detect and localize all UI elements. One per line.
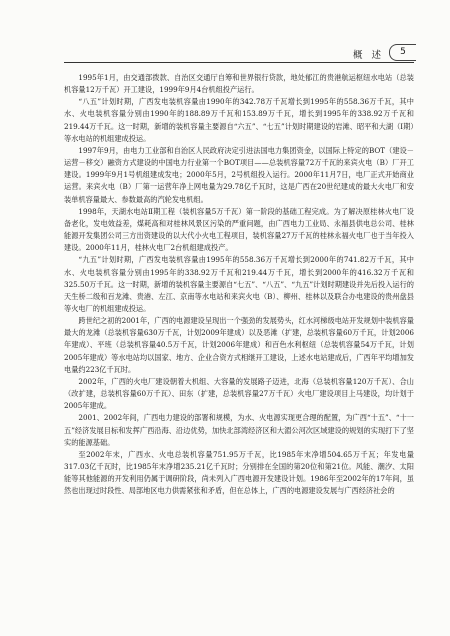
paragraph: 2002年，广西的火电厂建设朝着大机组、大容量的发展路子迈进，北海（总装机容量120万千瓦）、合山（改扩建，总装机容量60万千瓦）、田东（扩建，总装机容量27万千瓦）火电厂建设项目上马建设，均计划于2005年建成。 <box>64 376 414 411</box>
page-number-tab: 5 <box>389 44 416 61</box>
paragraph: 2001、2002年间，广西电力建设的部署和规模，为水、火电源实现更合理的配置，为广西“十五”、“十一五”经济发展目标和发挥广西沿海、沿边优势，加快北部湾经济区和大湄公河次区域建设的规划的实现打下了坚实的能源基础。 <box>64 413 414 447</box>
header-rule <box>64 62 414 63</box>
running-head: 概 述 <box>352 50 384 61</box>
paragraph: 1997年9月，由电力工业部和自治区人民政府决定引进法国电力集团资金，以国际上特定的BOT（建设－运营－移交）融资方式建设的中国电力行业第一个BOT项目——总装机容量72万千瓦的来宾火电（B）厂开工建设。1999年9月1号机组建成发电；2000年5月，2号机组投入运行。2000年11月7日，电厂正式开始商业运营。来宾火电（B）厂第一运营年净上网电量为29.78亿千瓦时，这是广西在20世纪建成的最大火电厂和安装单机容量最大、参数最高的汽轮发电机组。 <box>64 145 414 204</box>
body-text <box>64 72 414 497</box>
page-header <box>0 0 450 64</box>
paragraph: 1995年1月，由交通部拨款、自治区交通厅自筹和世界银行贷款，地处郁江的贵港航运枢纽水电站（总装机容量12万千瓦）开工建设，1999年9月4台机组投产运行。 <box>64 73 414 95</box>
paragraph: “九五”计划时期，广西发电装机容量由1995年的558.36万千瓦增长到2000年的741.82万千瓦，其中水、火电装机容量分别由1995年的338.92万千瓦和219.44万千瓦，增长到2000年的416.32万千瓦和325.50万千瓦。这一时期，新增的装机容量主要源自“七五”、“八五”、“九五”计划时期建设并先后投入运行的天生桥二级和百龙滩、贵港、左江、京南等水电站和来宾火电（B）、柳州、桂林以及联合办电建设的贵州盘县等火电厂的机组建成投运。 <box>64 255 414 313</box>
paragraph: 1998年，天湖水电站Ⅱ期工程（装机容量5万千瓦）第一阶段的基础工程完成。为了解决原桂林火电厂设备老化，发电效益差，煤耗高和对桂林风景区污染的严重问题，由广西电力工业局、永福县供电总公司、桂林能源开发集团公司三方出资建设的以大代小火电工程项目，装机容量27万千瓦的桂林永福火电厂也于当年投入建设。2000年11月，桂林火电厂2台机组建成投产。 <box>64 206 414 253</box>
paragraph: 跨世纪之初的2001年，广西的电源建设呈现出一个强劲的发展势头，红水河梯级电站开发规划中装机容量最大的龙滩（总装机容量630万千瓦，计划2009年建成）以及恶滩（扩建，总装机容量60万千瓦，计划2006年建成）、平班（总装机容量40.5万千瓦，计划2006年建成）和百色水利枢纽（总装机容量54万千瓦，计划2005年建成）等水电站均以国家、地方、企业合资方式相继开工建设，上述水电站建成后，广西年平均增加发电量约223亿千瓦时。 <box>64 316 414 374</box>
paragraph: “八五”计划时期，广西发电装机容量由1990年的342.78万千瓦增长到1995年的558.36万千瓦，其中水、火电装机容量分别由1990年的188.89万千瓦和153.89万千瓦，增长到1995年的338.92万千瓦和219.44万千瓦。这一时期，新增的装机容量主要源自“六五”、“七五”计划时期建设的岩滩、昭平和大湖（Ⅰ期）等水电站的机组建成投运。 <box>64 97 414 143</box>
paragraph: 至2002年末，广西水、火电总装机容量751.95万千瓦，比1985年末净增504.65万千瓦；年发电量317.03亿千瓦时，比1985年末净增235.21亿千瓦时；分别排在全国的第20位和第21位。风能、潮汐、太阳能等其他能源的开发利用仍属于调研阶段，尚未列入广西电源开发建设计划。1986年至2002年的17年间，虽然也出现过时段性、局部地区电力供需紧张和矛盾，但在总体上，广西的电源建设发展与广西经济社会的 <box>64 449 414 496</box>
